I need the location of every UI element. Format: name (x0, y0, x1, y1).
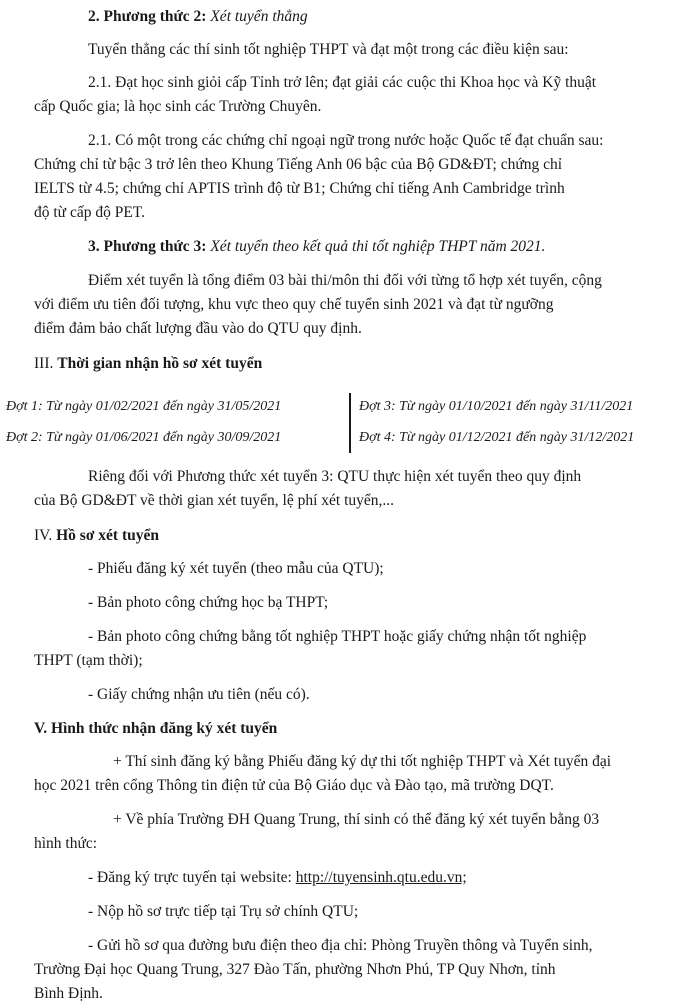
section2-item1-line: 2.1. Đạt học sinh giỏi cấp Tỉnh trở lên; đạt giải các cuộc thi Khoa học và Kỹ thuật (88, 74, 597, 91)
section3-line: điểm đảm bảo chất lượng đầu vào do QTU quy định. (34, 320, 362, 337)
document-item: - Bản photo công chứng bằng tốt nghiệp THPT hoặc giấy chứng nhận tốt nghiệp (88, 628, 587, 645)
mail-submission-line: Bình Định. (34, 985, 103, 1002)
section-v-para1-line: + Thí sinh đăng ký bằng Phiếu đăng ký dự thi tốt nghiệp THPT và Xét tuyển đại (113, 753, 612, 770)
document-item: - Phiếu đăng ký xét tuyển (theo mẫu của QTU); (88, 560, 384, 577)
direct-submission: - Nộp hồ sơ trực tiếp tại Trụ sở chính QTU; (88, 903, 359, 920)
section-v-para2-line: hình thức: (34, 835, 98, 852)
mail-submission-line: Trường Đại học Quang Trung, 327 Đào Tấn, phường Nhơn Phú, TP Quy Nhơn, tỉnh (34, 961, 556, 978)
section-iii-note-line: của Bộ GD&ĐT về thời gian xét tuyển, lệ phí xét tuyển,... (34, 492, 395, 509)
schedule-divider (349, 393, 351, 453)
section-v-para1-line: học 2021 trên cổng Thông tin điện tử của Bộ Giáo dục và Đào tạo, mã trường DQT. (34, 777, 554, 794)
section2-item2-line: IELTS từ 4.5; chứng chỉ APTIS trình độ từ B1; Chứng chỉ tiếng Anh Cambridge trình (34, 180, 565, 197)
section-v-heading: V. Hình thức nhận đăng ký xét tuyển (34, 720, 278, 737)
section-iii-title: Thời gian nhận hồ sơ xét tuyển (57, 355, 263, 372)
section2-heading-title: Xét tuyển thẳng (210, 8, 308, 25)
section2-heading (88, 7, 308, 27)
section3-heading-title: Xét tuyển theo kết quả thi tốt nghiệp THPT năm 2021. (210, 238, 546, 255)
section-iv-number: IV. (34, 527, 53, 544)
mail-submission-line: - Gửi hồ sơ qua đường bưu điện theo địa chỉ: Phòng Truyền thông và Tuyển sinh, (88, 937, 593, 954)
online-registration-label: - Đăng ký trực tuyến tại website: (88, 869, 296, 886)
round-3: Đợt 3: Từ ngày 01/10/2021 đến ngày 31/11/2021 (359, 399, 634, 414)
section2-heading-label: 2. Phương thức 2: (88, 8, 207, 25)
section-iii-note-line: Riêng đối với Phương thức xét tuyển 3: QTU thực hiện xét tuyển theo quy định (88, 468, 582, 485)
section2-item2-line: Chứng chỉ từ bậc 3 trở lên theo Khung Tiếng Anh 06 bậc của Bộ GD&ĐT; chứng chỉ (34, 156, 563, 173)
document-item: THPT (tạm thời); (34, 652, 143, 669)
section3-heading-label: 3. Phương thức 3: (88, 238, 207, 255)
section-iii-number: III. (34, 355, 54, 372)
section2-item1-line: cấp Quốc gia; là học sinh các Trường Chuyên. (34, 98, 322, 115)
section-iv-title: Hồ sơ xét tuyển (56, 527, 159, 544)
round-4: Đợt 4: Từ ngày 01/12/2021 đến ngày 31/12/2021 (359, 430, 635, 445)
admissions-website-link[interactable]: http://tuyensinh.qtu.edu.vn; (295, 869, 467, 886)
section-iii-heading (34, 354, 262, 374)
online-registration (88, 868, 467, 888)
round-2: Đợt 2: Từ ngày 01/06/2021 đến ngày 30/09/2021 (6, 430, 282, 445)
section3-heading (88, 237, 545, 257)
section-iv-heading (34, 526, 159, 546)
section3-line: với điểm ưu tiên đối tượng, khu vực theo quy chế tuyển sinh 2021 và đạt từ ngưỡng (34, 296, 554, 313)
document-item: - Bản photo công chứng học bạ THPT; (88, 594, 329, 611)
round-1: Đợt 1: Từ ngày 01/02/2021 đến ngày 31/05/2021 (6, 399, 282, 414)
document-item: - Giấy chứng nhận ưu tiên (nếu có). (88, 686, 310, 703)
section3-line: Điểm xét tuyển là tổng điểm 03 bài thi/môn thi đối với từng tổ hợp xét tuyển, cộng (88, 272, 602, 289)
section2-item2-line: 2.1. Có một trong các chứng chỉ ngoại ngữ trong nước hoặc Quốc tế đạt chuẩn sau: (88, 132, 604, 149)
section-v-para2-line: + Về phía Trường ĐH Quang Trung, thí sinh có thể đăng ký xét tuyển bằng 03 (113, 811, 600, 828)
section2-item2-line: độ từ cấp độ PET. (34, 204, 145, 221)
section2-intro: Tuyển thẳng các thí sinh tốt nghiệp THPT và đạt một trong các điều kiện sau: (88, 41, 569, 58)
